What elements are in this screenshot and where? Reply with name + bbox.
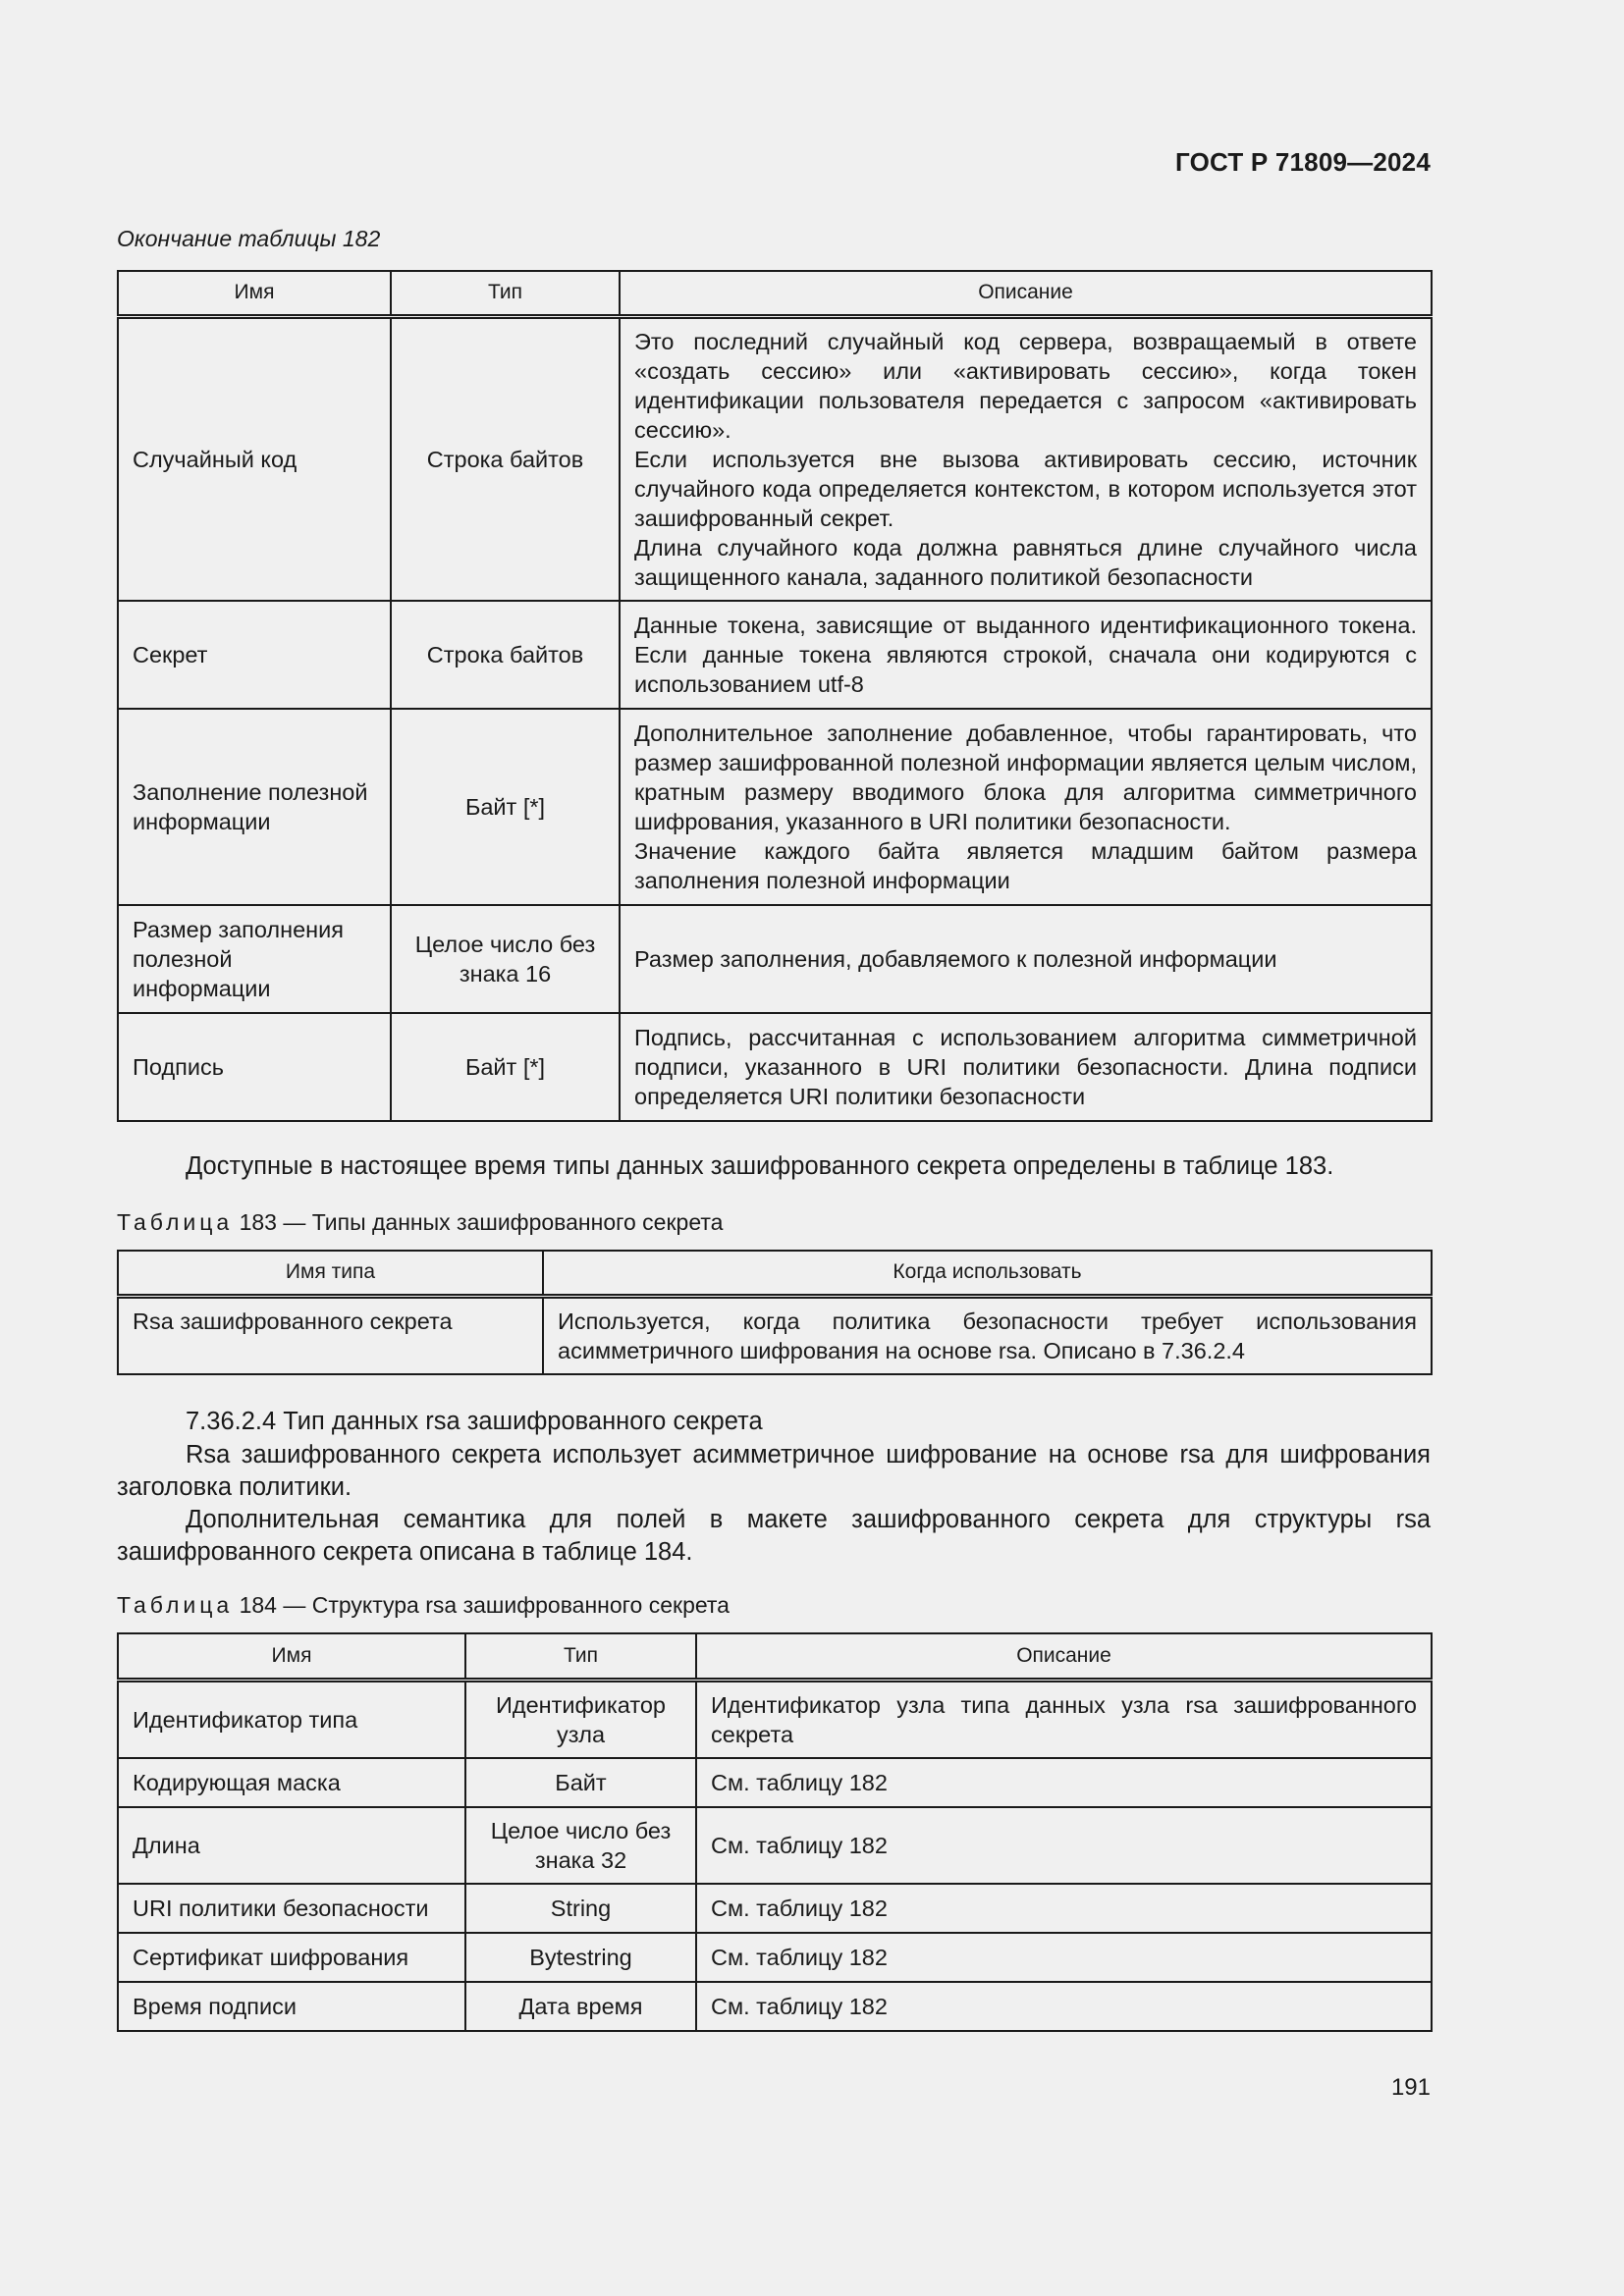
cell-description — [620, 601, 1432, 709]
cell-name: Размер заполнения полезной информации — [118, 905, 391, 1013]
cell-description — [620, 1013, 1432, 1121]
cell-type: Строка байтов — [391, 316, 620, 601]
table-182-continuation-caption: Окончание таблицы 182 — [117, 226, 381, 251]
column-header-type: Тип — [465, 1633, 696, 1680]
cell-name: Подпись — [118, 1013, 391, 1121]
description-paragraph: Данные токена, зависящие от выданного идентификационного токена. Если данные токена являются строкой, сначала они кодируются с использованием utf-8 — [634, 613, 1417, 697]
document-id-header: ГОСТ Р 71809—2024 — [1175, 147, 1431, 177]
table-row — [118, 905, 1432, 1013]
cell-type: Байт — [465, 1758, 696, 1807]
cell-description: См. таблицу 182 — [696, 1982, 1432, 2031]
document-page — [117, 0, 1431, 2296]
table-184-title — [117, 1592, 730, 1619]
cell-name: Длина — [118, 1807, 465, 1884]
table-row — [118, 601, 1432, 709]
column-header-name: Имя — [118, 1633, 465, 1680]
description-paragraph: Значение каждого байта является младшим байтом размера заполнения полезной информации — [634, 838, 1417, 893]
table-label: Таблица — [117, 1592, 234, 1618]
description-paragraph: Если используется вне вызова активировать сессию, источник случайного кода определяется контекстом, в котором используется этот зашифрованный секрет. — [634, 446, 1417, 531]
column-header-name: Имя — [118, 271, 391, 316]
page-number: 191 — [1390, 2074, 1431, 2101]
cell-type: Bytestring — [465, 1933, 696, 1982]
table-label: Таблица — [117, 1209, 234, 1235]
cell-description: См. таблицу 182 — [696, 1884, 1432, 1933]
table-183 — [117, 1250, 1433, 1375]
table-row — [118, 316, 1432, 601]
cell-type: Идентификатор узла — [465, 1680, 696, 1758]
cell-type: Целое число без знака 16 — [391, 905, 620, 1013]
table-row — [118, 1933, 1432, 1982]
cell-name: Сертификат шифрования — [118, 1933, 465, 1982]
cell-type-name: Rsa зашифрованного секрета — [118, 1296, 543, 1374]
cell-description: См. таблицу 182 — [696, 1933, 1432, 1982]
table-183-title — [117, 1209, 723, 1236]
cell-name: Кодирующая маска — [118, 1758, 465, 1807]
cell-name: Время подписи — [118, 1982, 465, 2031]
column-header-when-to-use: Когда использовать — [543, 1251, 1432, 1296]
description-paragraph: Размер заполнения, добавляемого к полезной информации — [634, 946, 1277, 972]
section-heading: 7.36.2.4 Тип данных rsa зашифрованного секрета — [186, 1408, 763, 1435]
cell-type: Строка байтов — [391, 601, 620, 709]
column-header-type: Тип — [391, 271, 620, 316]
table-row — [118, 1758, 1432, 1807]
column-header-type-name: Имя типа — [118, 1251, 543, 1296]
cell-type: Целое число без знака 32 — [465, 1807, 696, 1884]
cell-type: Байт [*] — [391, 709, 620, 905]
cell-description: См. таблицу 182 — [696, 1758, 1432, 1807]
cell-name: Секрет — [118, 601, 391, 709]
cell-description: См. таблицу 182 — [696, 1807, 1432, 1884]
cell-name: URI политики безопасности — [118, 1884, 465, 1933]
cell-when-to-use: Используется, когда политика безопасности требует использования асимметричного шифрования на основе rsa. Описано в 7.36.2.4 — [543, 1296, 1432, 1374]
cell-type: Дата время — [465, 1982, 696, 2031]
table-row — [118, 1807, 1432, 1884]
table-row — [118, 1680, 1432, 1758]
column-header-description: Описание — [696, 1633, 1432, 1680]
cell-description — [620, 905, 1432, 1013]
paragraph-available-types: Доступные в настоящее время типы данных зашифрованного секрета определены в таблице 183. — [186, 1152, 1334, 1180]
table-row — [118, 709, 1432, 905]
section-paragraph-2: Дополнительная семантика для полей в макете зашифрованного секрета для структуры rsa зашифрованного секрета описана в таблице 184. — [117, 1506, 1431, 1566]
description-paragraph: Это последний случайный код сервера, возвращаемый в ответе «создать сессию» или «активировать сессию», когда токен идентификации пользователя передается с запросом «активировать сессию». — [634, 328, 1417, 443]
description-paragraph: Длина случайного кода должна равняться длине случайного числа защищенного канала, заданного политикой безопасности — [634, 534, 1417, 590]
table-184 — [117, 1632, 1433, 2032]
section-paragraph-1: Rsa зашифрованного секрета использует асимметричное шифрование на основе rsa для шифрования заголовка политики. — [117, 1441, 1431, 1501]
cell-name: Случайный код — [118, 316, 391, 601]
cell-type: String — [465, 1884, 696, 1933]
cell-name: Идентификатор типа — [118, 1680, 465, 1758]
table-row — [118, 1013, 1432, 1121]
cell-description — [620, 316, 1432, 601]
table-row — [118, 1296, 1432, 1374]
cell-type: Байт [*] — [391, 1013, 620, 1121]
cell-description: Идентификатор узла типа данных узла rsa зашифрованного секрета — [696, 1680, 1432, 1758]
description-paragraph: Подпись, рассчитанная с использованием алгоритма симметричной подписи, указанного в URI политики безопасности. Длина подписи определяется URI политики безопасности — [634, 1025, 1417, 1109]
column-header-description: Описание — [620, 271, 1432, 316]
table-title-text: 184 — Структура rsa зашифрованного секрета — [239, 1592, 730, 1618]
table-182-end — [117, 270, 1433, 1122]
table-title-text: 183 — Типы данных зашифрованного секрета — [239, 1209, 724, 1235]
cell-description — [620, 709, 1432, 905]
description-paragraph: Дополнительное заполнение добавленное, чтобы гарантировать, что размер зашифрованной полезной информации является целым числом, кратным размеру вводимого блока для алгоритма симметричного шифрования, указанного в URI политики безопасности. — [634, 721, 1417, 834]
cell-name: Заполнение полезной информации — [118, 709, 391, 905]
table-row — [118, 1884, 1432, 1933]
table-row — [118, 1982, 1432, 2031]
